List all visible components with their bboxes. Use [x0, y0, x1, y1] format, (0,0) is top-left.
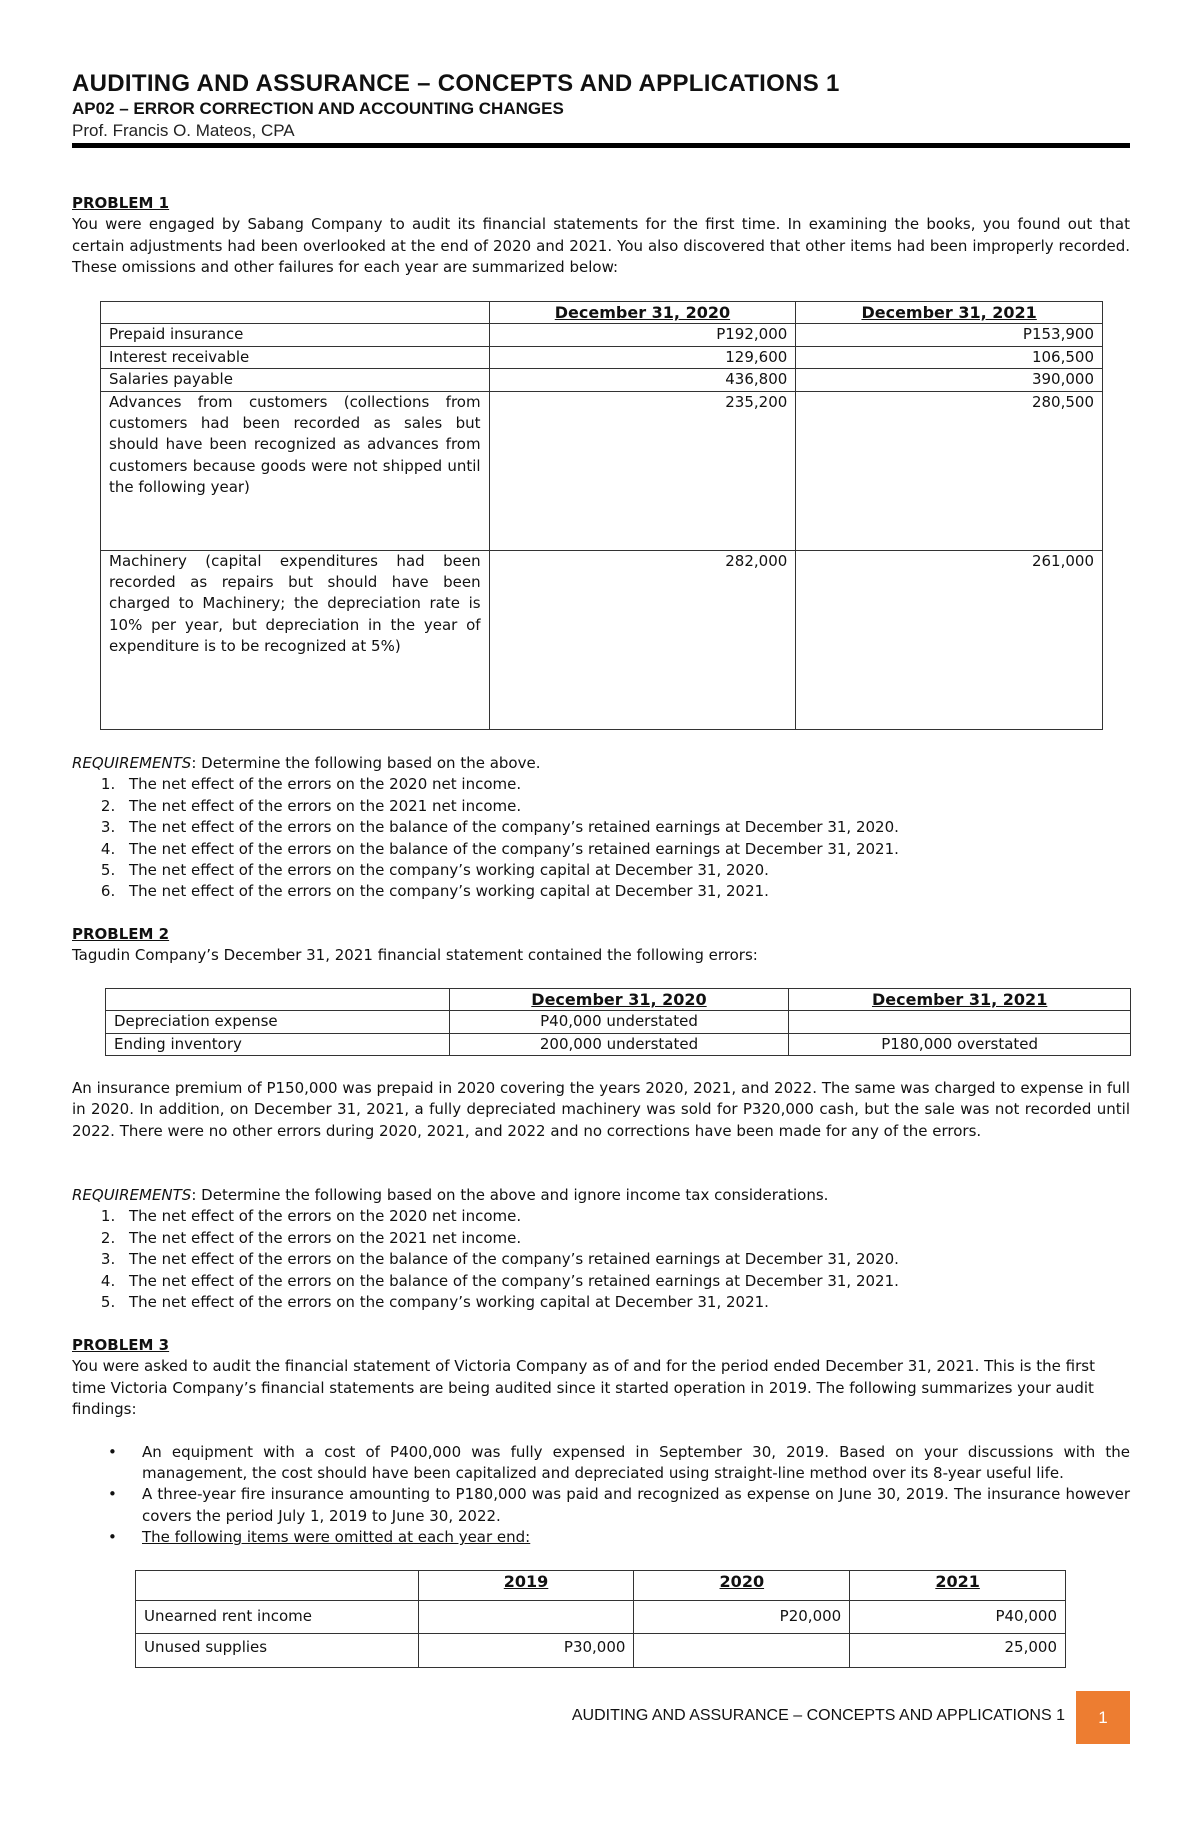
row-label: Advances from customers (collections from customers had been recorded as sales but should have been recognized as advances from customers because goods were not shipped until the following year) [101, 391, 490, 550]
header-rule [72, 143, 1130, 148]
header-cell: December 31, 2021 [796, 302, 1103, 324]
document-title: AUDITING AND ASSURANCE – CONCEPTS AND APPLICATIONS 1 [72, 70, 840, 97]
table-row [101, 346, 1103, 368]
table-row [106, 1033, 1131, 1055]
cell-value: 282,000 [489, 550, 796, 729]
header-cell: 2020 [634, 1571, 850, 1601]
author: Prof. Francis O. Mateos, CPA [72, 121, 295, 140]
cell-value: 129,600 [489, 346, 796, 368]
requirements-text: : Determine the following based on the above. [191, 754, 541, 772]
requirement-item: 3. The net effect of the errors on the balance of the company’s retained earnings at December 31, 2020. [120, 817, 1130, 838]
header-cell: 2019 [418, 1571, 634, 1601]
requirements-label: REQUIREMENTS [72, 1186, 192, 1204]
cell-value: 436,800 [489, 369, 796, 391]
row-label: Unused supplies [136, 1634, 419, 1668]
requirement-item: 2. The net effect of the errors on the 2021 net income. [120, 796, 1130, 817]
cell-value: 200,000 understated [449, 1033, 789, 1055]
table-header-row [136, 1571, 1066, 1601]
table-row [101, 324, 1103, 346]
cell-value [418, 1601, 634, 1634]
header-cell: 2021 [850, 1571, 1066, 1601]
problem-2-intro: Tagudin Company’s December 31, 2021 financial statement contained the following errors: [72, 946, 758, 965]
table-row [106, 1011, 1131, 1033]
requirement-item: 1. The net effect of the errors on the 2020 net income. [120, 774, 1130, 795]
problem-3-title: PROBLEM 3 [72, 1336, 170, 1354]
problem-1-table [100, 301, 1103, 730]
requirements-label: REQUIREMENTS [72, 754, 192, 772]
cell-value: 235,200 [489, 391, 796, 550]
header-cell: December 31, 2020 [449, 989, 789, 1011]
problem-1-title: PROBLEM 1 [72, 194, 170, 212]
requirement-item: 2. The net effect of the errors on the 2021 net income. [120, 1228, 1130, 1249]
cell-value: P30,000 [418, 1634, 634, 1668]
problem-2-requirements [72, 1185, 1130, 1313]
cell-value [789, 1011, 1131, 1033]
problem-2-title: PROBLEM 2 [72, 925, 170, 943]
cell-value: P20,000 [634, 1601, 850, 1634]
row-label: Salaries payable [101, 369, 490, 391]
table-row [101, 550, 1103, 729]
footer-text: AUDITING AND ASSURANCE – CONCEPTS AND APPLICATIONS 1 [571, 1707, 1065, 1724]
problem-2-paragraph: An insurance premium of P150,000 was prepaid in 2020 covering the years 2020, 2021, and 2022. The same was charged to expense in full in 2020. In addition, on December 31, 2021, a fully depreciated machinery was sold for P320,000 cash, but the sale was not recorded until 2022. There were no other errors during 2020, 2021, and 2022 and no corrections have been made for any of the errors. [72, 1079, 1130, 1140]
problem-1-requirements [72, 753, 1130, 903]
row-label: Depreciation expense [106, 1011, 450, 1033]
row-label: Ending inventory [106, 1033, 450, 1055]
document-subtitle: AP02 – ERROR CORRECTION AND ACCOUNTING CHANGES [72, 99, 564, 118]
cell-value: P40,000 [850, 1601, 1066, 1634]
header-cell: December 31, 2021 [789, 989, 1131, 1011]
requirements-text: : Determine the following based on the above and ignore income tax considerations. [191, 1186, 829, 1204]
requirement-item: 6. The net effect of the errors on the company’s working capital at December 31, 2021. [120, 881, 1130, 902]
row-label: Prepaid insurance [101, 324, 490, 346]
table-header-row [106, 989, 1131, 1011]
problem-1-intro: You were engaged by Sabang Company to audit its financial statements for the first time. In examining the books, you found out that certain adjustments had been overlooked at the end of 2020 and 2021. You also discovered that other items had been improperly recorded. These omissions and other failures for each year are summarized below: [72, 215, 1130, 277]
row-label: Interest receivable [101, 346, 490, 368]
cell-value: P192,000 [489, 324, 796, 346]
cell-value: P153,900 [796, 324, 1103, 346]
bullet-item: • A three-year fire insurance amounting to P180,000 was paid and recognized as expense on June 30, 2019. The insurance however covers the period July 1, 2019 to June 30, 2022. [72, 1484, 1130, 1527]
problem-1 [72, 193, 1130, 279]
problem-2-table [105, 988, 1131, 1056]
requirement-item: 4. The net effect of the errors on the balance of the company’s retained earnings at December 31, 2021. [120, 839, 1130, 860]
table-row [101, 369, 1103, 391]
table-row [101, 391, 1103, 550]
problem-2 [72, 924, 1130, 967]
problem-3-intro: You were asked to audit the financial statement of Victoria Company as of and for the period ended December 31, 2021. This is the first time Victoria Company’s financial statements are being audited since it started operation in 2019. The following summarizes your audit findings: [72, 1357, 1095, 1419]
header-cell [101, 302, 490, 324]
bullet-item: • The following items were omitted at each year end: [72, 1527, 1130, 1548]
header-cell: December 31, 2020 [489, 302, 796, 324]
cell-value [634, 1634, 850, 1668]
requirement-item: 5. The net effect of the errors on the company’s working capital at December 31, 2021. [120, 1292, 1130, 1313]
cell-value: P40,000 understated [449, 1011, 789, 1033]
problem-3 [72, 1335, 1130, 1549]
header-cell [106, 989, 450, 1011]
cell-value: 390,000 [796, 369, 1103, 391]
requirement-item: 5. The net effect of the errors on the company’s working capital at December 31, 2020. [120, 860, 1130, 881]
header-cell [136, 1571, 419, 1601]
page-number: 1 [1076, 1691, 1130, 1744]
cell-value: 106,500 [796, 346, 1103, 368]
cell-value: 25,000 [850, 1634, 1066, 1668]
requirement-item: 1. The net effect of the errors on the 2020 net income. [120, 1206, 1130, 1227]
problem-3-table [135, 1570, 1066, 1668]
cell-value: P180,000 overstated [789, 1033, 1131, 1055]
bullet-item: • An equipment with a cost of P400,000 was fully expensed in September 30, 2019. Based on your discussions with the management, the cost should have been capitalized and depreciated using straight-line method over its 8-year useful life. [72, 1442, 1130, 1485]
table-row [136, 1601, 1066, 1634]
requirement-item: 4. The net effect of the errors on the balance of the company’s retained earnings at December 31, 2021. [120, 1271, 1130, 1292]
row-label: Machinery (capital expenditures had been recorded as repairs but should have been charged to Machinery; the depreciation rate is 10% per year, but depreciation in the year of expenditure is to be recognized at 5%) [101, 550, 490, 729]
row-label: Unearned rent income [136, 1601, 419, 1634]
requirement-item: 3. The net effect of the errors on the balance of the company’s retained earnings at December 31, 2020. [120, 1249, 1130, 1270]
cell-value: 261,000 [796, 550, 1103, 729]
cell-value: 280,500 [796, 391, 1103, 550]
table-header-row [101, 302, 1103, 324]
table-row [136, 1634, 1066, 1668]
